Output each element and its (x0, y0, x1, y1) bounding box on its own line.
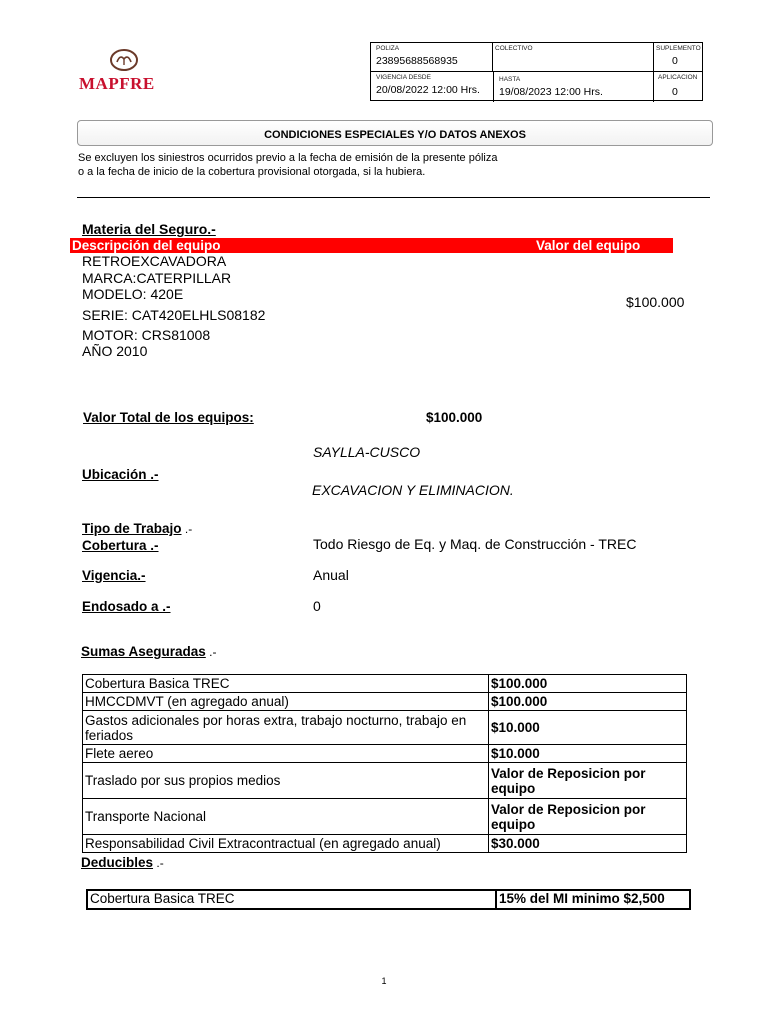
valor-total-value: $100.000 (426, 410, 483, 425)
equipment-table-header (70, 238, 673, 253)
table-row (83, 711, 687, 745)
equipment-line: MARCA:CATERPILLAR (82, 270, 232, 286)
suplemento-value: 0 (672, 55, 678, 67)
equipment-line: MODELO: 420E (82, 286, 184, 302)
amount-cell: Valor de Reposicion por equipo (489, 799, 687, 835)
colectivo-label: COLECTIVO (495, 45, 533, 52)
equipment-line: MOTOR: CRS81008 (82, 327, 211, 343)
cobertura-label: Cobertura (82, 538, 147, 553)
table-row (83, 835, 687, 853)
sumas-heading: Sumas Aseguradas (81, 644, 206, 659)
endosado-label: Endosado a .- (82, 599, 171, 614)
mapfre-logo-icon (108, 48, 140, 72)
tipo-trabajo-suffix: .- (181, 522, 193, 536)
amount-cell: Valor de Reposicion por equipo (489, 763, 687, 799)
page-number: 1 (381, 976, 387, 986)
vigencia-label: Vigencia.- (82, 568, 146, 583)
ubicacion-suffix: .- (146, 467, 159, 482)
concept-cell: Flete aereo (83, 745, 489, 763)
section-banner (77, 120, 713, 146)
amount-cell: $30.000 (489, 835, 687, 853)
hasta-label: HASTA (499, 76, 521, 83)
sumas-table (82, 674, 687, 853)
amount-cell: $10.000 (489, 745, 687, 763)
hasta-value: 19/08/2023 12:00 Hrs. (499, 86, 603, 98)
table-row (83, 799, 687, 835)
col-descripcion: Descripción del equipo (72, 238, 221, 253)
exclusion-note-line-2: o a la fecha de inicio de la cobertura provisional otorgada, si la hubiera. (78, 166, 426, 178)
concept-cell: HMCCDMVT (en agregado anual) (83, 693, 489, 711)
vigencia-value: Anual (313, 567, 349, 583)
table-row (83, 745, 687, 763)
poliza-label: POLIZA (376, 45, 400, 52)
valor-total-label: Valor Total de los equipos: (83, 410, 254, 425)
equipment-line: RETROEXCAVADORA (82, 253, 227, 269)
exclusion-note-line-1: Se excluyen los siniestros ocurridos previo a la fecha de emisión de la presente póliza (78, 152, 498, 164)
concept-cell: Responsabilidad Civil Extracontractual (en agregado anual) (83, 835, 489, 853)
mapfre-logo-text: MAPFRE (79, 74, 155, 93)
equipment-value: $100.000 (626, 294, 685, 310)
aplicacion-value: 0 (672, 86, 678, 98)
concept-cell: Transporte Nacional (83, 799, 489, 835)
endosado-value: 0 (313, 598, 321, 614)
tipo-trabajo-label: Tipo de Trabajo (82, 521, 182, 536)
cobertura-value: Todo Riesgo de Eq. y Maq. de Construcción - TREC (313, 536, 637, 552)
sumas-suffix: .- (205, 645, 217, 659)
deducible-value: 15% del MI minimo $2,500 (499, 891, 665, 906)
deducibles-table (86, 889, 691, 910)
materia-heading: Materia del Seguro.- (82, 221, 216, 237)
amount-cell: $10.000 (489, 711, 687, 745)
cobertura-suffix: .- (146, 538, 159, 553)
amount-cell: $100.000 (489, 693, 687, 711)
poliza-value: 23895688568935 (376, 55, 458, 67)
suplemento-label: SUPLEMENTO (656, 45, 701, 52)
ubicacion-value: SAYLLA-CUSCO (313, 444, 421, 460)
table-row (83, 693, 687, 711)
deducible-concept: Cobertura Basica TREC (90, 891, 235, 906)
concept-cell: Cobertura Basica TREC (83, 675, 489, 693)
banner-title: CONDICIONES ESPECIALES Y/O DATOS ANEXOS (264, 129, 526, 141)
table-row (83, 675, 687, 693)
amount-cell: $100.000 (489, 675, 687, 693)
equipment-line: AÑO 2010 (82, 343, 148, 359)
deducibles-suffix: .- (153, 856, 164, 870)
col-valor: Valor del equipo (536, 238, 641, 253)
equipment-line: SERIE: CAT420ELHLS08182 (82, 307, 266, 323)
aplicacion-label: APLICACION (658, 74, 698, 81)
ubicacion-label: Ubicación (82, 467, 147, 482)
concept-cell: Gastos adicionales por horas extra, trabajo nocturno, trabajo en feriados (83, 711, 489, 745)
table-row (83, 763, 687, 799)
divider (77, 197, 710, 198)
deducibles-heading: Deducibles (81, 855, 154, 870)
concept-cell: Traslado por sus propios medios (83, 763, 489, 799)
vigencia-desde-value: 20/08/2022 12:00 Hrs. (376, 84, 480, 96)
vigencia-desde-label: VIGENCIA DESDE (376, 74, 431, 81)
tipo-trabajo-value: EXCAVACION Y ELIMINACION. (312, 482, 514, 498)
policy-header-box (370, 42, 703, 101)
